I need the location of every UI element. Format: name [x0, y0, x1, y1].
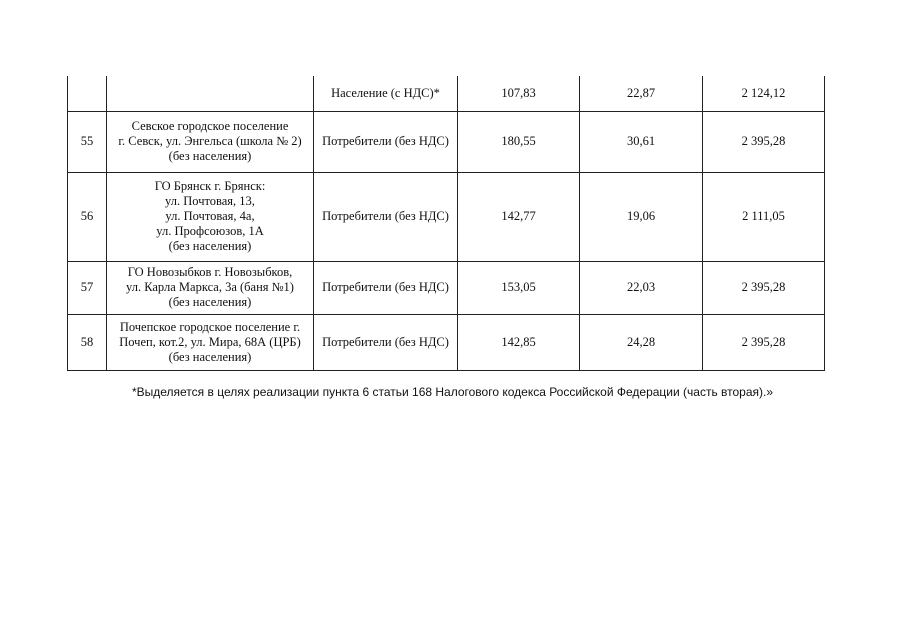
- row-number-cell: 58: [68, 314, 107, 370]
- value-3-cell: 2 395,28: [703, 314, 825, 370]
- value-3-cell: 2 395,28: [703, 261, 825, 314]
- value-1-cell: 180,55: [458, 111, 580, 172]
- row-number-cell: 57: [68, 261, 107, 314]
- value-2-cell: 30,61: [580, 111, 703, 172]
- table-row: [68, 76, 825, 111]
- address-line: ул. Профсоюзов, 1А: [156, 224, 264, 238]
- consumer-cell: Потребители (без НДС): [314, 314, 458, 370]
- footnote: *Выделяется в целях реализации пункта 6 статьи 168 Налогового кодекса Российской Федерации (часть вторая).»: [131, 385, 774, 399]
- address-line: ул. Почтовая, 13,: [165, 194, 255, 208]
- address-cell: [107, 76, 314, 111]
- consumer-cell: Потребители (без НДС): [314, 261, 458, 314]
- address-line: г. Севск, ул. Энгельса (школа № 2): [118, 134, 302, 148]
- value-1-cell: 153,05: [458, 261, 580, 314]
- address-line: (без населения): [168, 239, 252, 253]
- address-line: Почепское городское поселение г.: [119, 319, 301, 334]
- address-line: ГО Брянск г. Брянск:: [154, 179, 266, 193]
- value-3-cell: 2 111,05: [703, 172, 825, 261]
- consumer-cell: Потребители (без НДС): [314, 172, 458, 261]
- row-number-cell: 55: [68, 111, 107, 172]
- address-line: (без населения): [168, 295, 252, 309]
- value-3-cell: 2 395,28: [703, 111, 825, 172]
- address-line: ул. Почтовая, 4а,: [165, 209, 255, 223]
- table-row: [68, 314, 825, 370]
- address-line: Севское городское поселение: [131, 119, 289, 133]
- address-cell: [107, 314, 314, 370]
- value-1-cell: 107,83: [458, 76, 580, 111]
- tariff-table: [67, 76, 825, 371]
- address-line: ГО Новозыбков г. Новозыбков,: [127, 265, 293, 279]
- row-number-cell: [68, 76, 107, 111]
- value-2-cell: 22,87: [580, 76, 703, 111]
- table-row: [68, 172, 825, 261]
- address-line: (без населения): [168, 349, 252, 364]
- address-cell: [107, 261, 314, 314]
- value-3-cell: 2 124,12: [703, 76, 825, 111]
- consumer-cell: Потребители (без НДС): [314, 111, 458, 172]
- value-2-cell: 19,06: [580, 172, 703, 261]
- address-cell: [107, 111, 314, 172]
- table-row: [68, 111, 825, 172]
- address-line: Почеп, кот.2, ул. Мира, 68А (ЦРБ): [119, 334, 301, 349]
- address-line: ул. Карла Маркса, 3а (баня №1): [126, 280, 294, 294]
- table-row: [68, 261, 825, 314]
- consumer-cell: Население (с НДС)*: [314, 76, 458, 111]
- value-1-cell: 142,85: [458, 314, 580, 370]
- value-1-cell: 142,77: [458, 172, 580, 261]
- address-line: (без населения): [168, 149, 252, 163]
- value-2-cell: 22,03: [580, 261, 703, 314]
- address-cell: [107, 172, 314, 261]
- value-2-cell: 24,28: [580, 314, 703, 370]
- row-number-cell: 56: [68, 172, 107, 261]
